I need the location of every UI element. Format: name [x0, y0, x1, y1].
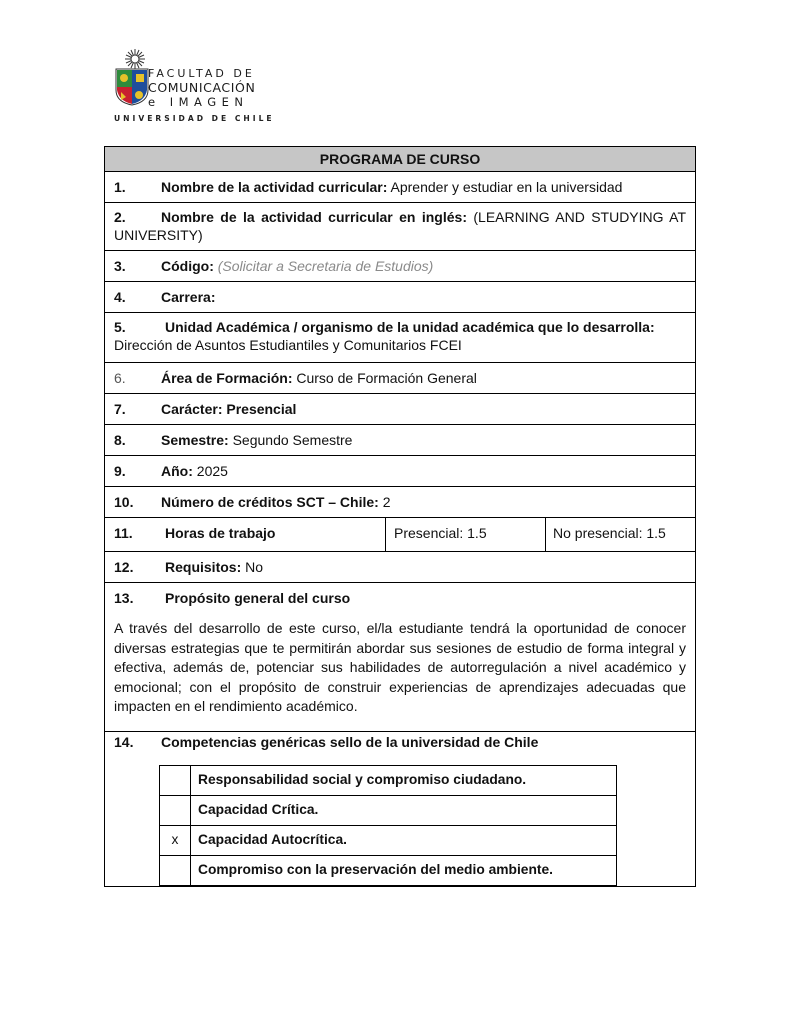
row-number: 11.: [114, 525, 133, 541]
row-academic-unit: [105, 312, 695, 362]
table-row: [160, 855, 617, 885]
row-label: Horas de trabajo: [165, 525, 276, 541]
row-label: Competencias genéricas sello de la universidad de Chile: [161, 733, 539, 750]
row-label: Carácter: Presencial: [161, 401, 297, 417]
row-label: Semestre:: [161, 432, 229, 448]
competencies-table: [159, 765, 617, 886]
row-number: 3.: [114, 258, 126, 274]
competency-mark: [160, 795, 191, 825]
row-label: Requisitos:: [165, 559, 242, 575]
row-value: Dirección de Asuntos Estudiantiles y Comunitarios FCEI: [114, 337, 462, 353]
row-label: Unidad Académica / organismo de la unidad académica que lo desarrolla:: [165, 319, 655, 335]
sun-emblem-icon: [124, 48, 146, 70]
competency-label: Capacidad Crítica.: [191, 795, 617, 825]
purpose-paragraph: A través del desarrollo de este curso, el/la estudiante tendrá la oportunidad de conocer diversas estrategias que te permitirán abordar sus sesiones de estudio de forma integral y efectiva, además de, potenciar sus habilidades de autorregulación a nivel académico y emocional; con el propósito de construir experiencias de aprendizajes adecuadas que impacten en el rendimiento académico.: [114, 620, 686, 714]
row-requirements: [105, 551, 695, 582]
row-value: No: [241, 559, 264, 575]
row-label: Nombre de la actividad curricular en inglés:: [161, 209, 467, 225]
row-number: 7.: [114, 401, 126, 417]
faculty-logo: [112, 48, 275, 124]
competency-mark: x: [160, 825, 191, 855]
logo-line-faculty: FACULTAD DE: [148, 67, 255, 80]
competency-label: Compromiso con la preservación del medio ambiente.: [191, 855, 617, 885]
row-code: [105, 250, 695, 281]
university-shield-icon: [115, 68, 149, 106]
row-number: 9.: [114, 463, 126, 479]
competency-mark: [160, 855, 191, 885]
row-credits: [105, 486, 695, 517]
row-number: 14.: [114, 733, 134, 750]
row-value: 2025: [192, 463, 228, 479]
row-label: Carrera:: [161, 289, 216, 305]
row-label: Código:: [161, 258, 214, 274]
row-value: 2: [378, 494, 391, 510]
row-number: 4.: [114, 289, 126, 305]
row-value: Aprender y estudiar en la universidad: [387, 179, 623, 195]
logo-line-communication: COMUNICACIÓN: [148, 80, 256, 95]
hours-presencial: Presencial: 1.5: [386, 518, 546, 551]
row-course-purpose: [105, 582, 695, 731]
row-value: Segundo Semestre: [228, 432, 353, 448]
row-number: 12.: [114, 559, 134, 575]
row-number: 1.: [114, 179, 126, 195]
table-row: [160, 765, 617, 795]
logo-university-name: UNIVERSIDAD DE CHILE: [114, 114, 275, 123]
row-activity-name-english: [105, 202, 695, 250]
row-number: 10.: [114, 494, 134, 510]
competency-label: Capacidad Autocrítica.: [191, 825, 617, 855]
page-title: PROGRAMA DE CURSO: [105, 147, 695, 171]
row-value: (Solicitar a Secretaria de Estudios): [213, 258, 434, 274]
row-semester: [105, 424, 695, 455]
row-number: 8.: [114, 432, 126, 448]
row-label: Área de Formación:: [161, 370, 293, 386]
row-label: Propósito general del curso: [165, 590, 351, 606]
hours-no-presencial: No presencial: 1.5: [553, 525, 666, 541]
row-value: Curso de Formación General: [292, 370, 477, 386]
row-value: (LEARNING AND STUDYING AT UNIVERSITY): [114, 209, 687, 243]
row-work-hours: [105, 517, 695, 551]
row-number: 2.: [114, 209, 126, 225]
competency-label: Responsabilidad social y compromiso ciudadano.: [191, 765, 617, 795]
course-program-table: [104, 146, 696, 887]
row-training-area: [105, 362, 695, 393]
row-activity-name: [105, 171, 695, 202]
row-generic-competencies: [105, 731, 695, 886]
row-year: [105, 455, 695, 486]
row-number: 5.: [114, 319, 126, 335]
row-label: Nombre de la actividad curricular:: [161, 179, 388, 195]
row-character: [105, 393, 695, 424]
row-label: Año:: [161, 463, 193, 479]
logo-line-image: e IMAGEN: [148, 95, 249, 109]
competency-mark: [160, 765, 191, 795]
work-hours-label-cell: [105, 518, 386, 551]
row-label: Número de créditos SCT – Chile:: [161, 494, 379, 510]
row-number: 6.: [114, 370, 126, 386]
table-row: [160, 795, 617, 825]
row-career: [105, 281, 695, 312]
row-number: 13.: [114, 590, 134, 606]
table-row: [160, 825, 617, 855]
